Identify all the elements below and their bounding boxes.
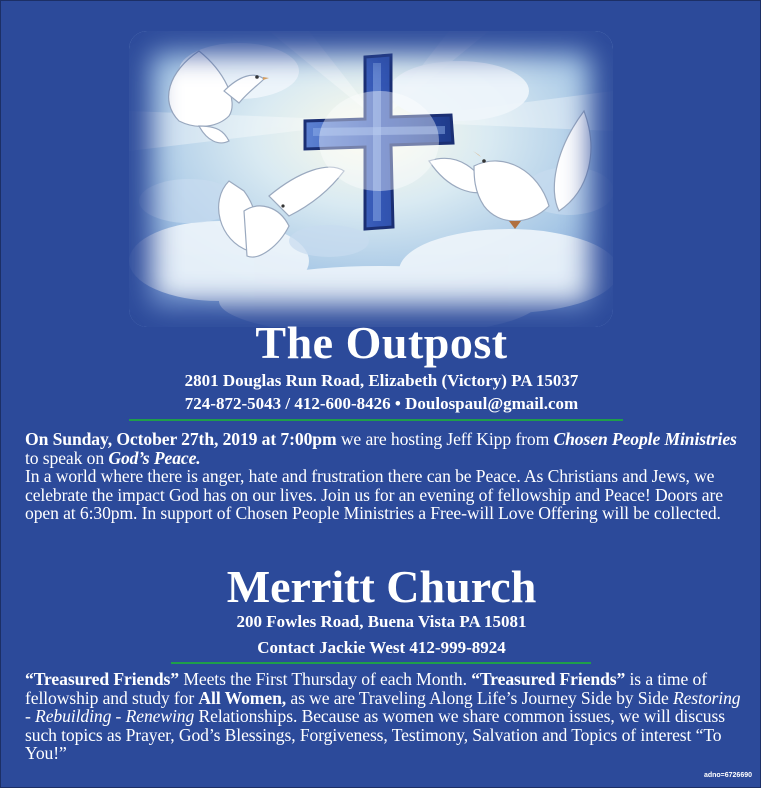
divider — [129, 419, 623, 421]
event-body: In a world where there is anger, hate and frustration there can be Peace. As Christians and Jews, we celebrate the impact God has on our lives. Join us for an evening of fellowship and Peace! Doors are open at 6:30pm. In support of Chosen People Ministries a Free-will Love Offering will be collected. — [25, 466, 723, 524]
event-text-2: to speak on — [25, 447, 109, 468]
cross-doves-illustration — [129, 31, 613, 327]
group-motto: Restoring - Rebuilding - Renewing — [25, 687, 741, 727]
event-date: On Sunday, October 27th, 2019 at 7:00pm — [25, 429, 337, 449]
outpost-description — [25, 430, 741, 523]
group-text-3: as we are Traveling Along Life’s Journey Side by Side — [286, 687, 673, 708]
outpost-address: 2801 Douglas Run Road, Elizabeth (Victory) PA 15037 — [184, 371, 579, 390]
event-text: we are hosting Jeff Kipp from — [336, 429, 554, 449]
outpost-contact: 724-872-5043 / 412-600-8426 • Doulospaul@gmail.com — [184, 394, 579, 413]
event-topic: God’s Peace. — [108, 447, 201, 468]
cross-doves-image — [129, 31, 613, 327]
merritt-title: Merritt Church — [226, 561, 537, 612]
group-text-2: is a time of fellowship and study for — [25, 669, 707, 708]
group-name: “Treasured Friends” — [25, 669, 180, 689]
ad-number: adno=6726690 — [703, 772, 752, 779]
ministry-name: Chosen People Ministries — [553, 429, 737, 449]
audience: All Women, — [198, 687, 287, 708]
group-name-2: “Treasured Friends” — [471, 669, 626, 689]
outpost-title: The Outpost — [255, 317, 508, 368]
divider — [171, 662, 591, 664]
group-text-4: Relationships. Because as women we share common issues, we will discuss such topics as Prayer, God’s Blessings, Forgiveness, Testimony, Salvation and Topics of interest “To You!” — [25, 706, 725, 764]
merritt-address: 200 Fowles Road, Buena Vista PA 15081 — [236, 612, 527, 631]
group-text: Meets the First Thursday of each Month. — [179, 669, 472, 689]
merritt-description — [25, 670, 741, 763]
merritt-contact: Contact Jackie West 412-999-8924 — [257, 638, 506, 657]
